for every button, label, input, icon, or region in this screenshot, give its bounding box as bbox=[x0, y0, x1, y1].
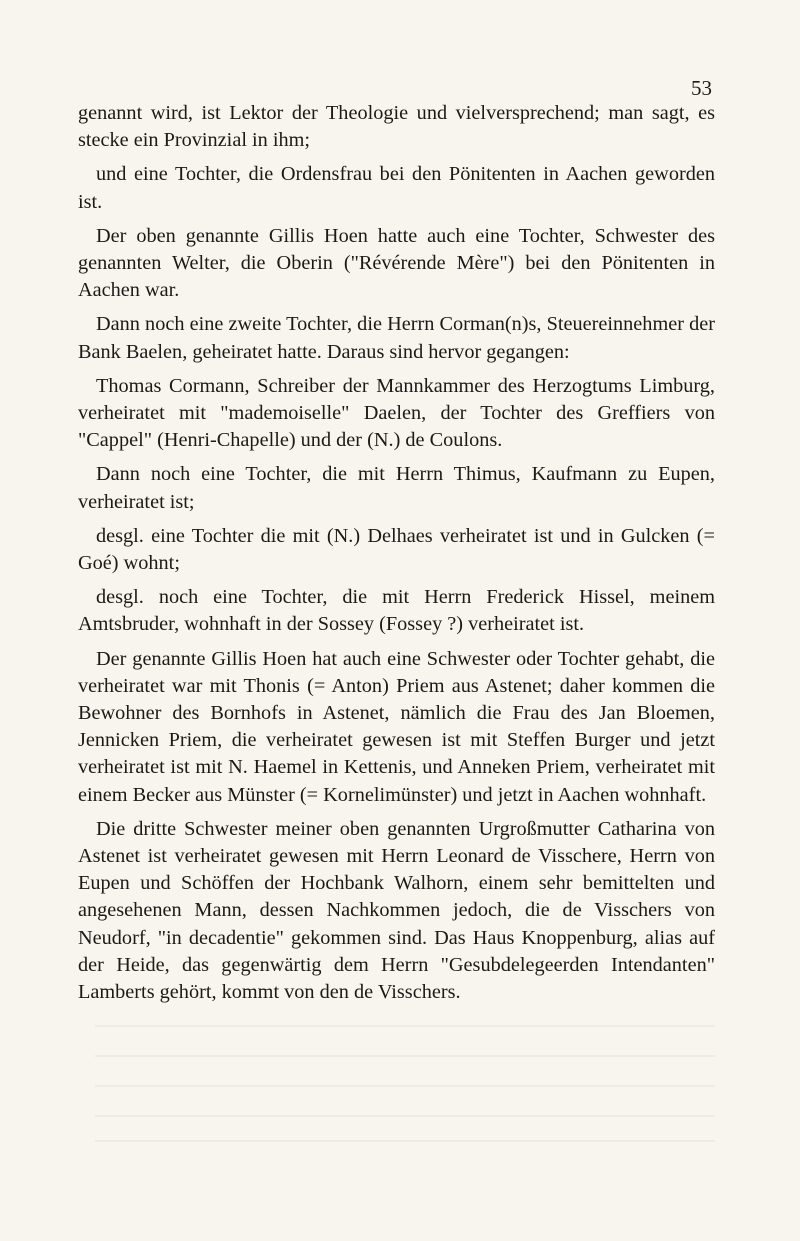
body-text bbox=[78, 100, 715, 1013]
paragraph-3: Der oben genannte Gillis Hoen hatte auch eine Tochter, Schwester des genannten Welter, die Oberin ("Révérende Mère") bei den Pönitenten in Aachen war. bbox=[78, 224, 715, 302]
bleed-through-shadow bbox=[95, 1140, 715, 1142]
paragraph-1: genannt wird, ist Lektor der Theologie und vielversprechend; man sagt, es stecke ein Provinzial in ihm; bbox=[78, 102, 715, 152]
bleed-through-shadow bbox=[95, 1055, 715, 1057]
paragraph-5: Thomas Cormann, Schreiber der Mannkammer des Herzogtums Limburg, verheiratet mit "mademoiselle" Daelen, der Tochter des Greffiers von "Cappel" (Henri-Chapelle) und der (N.) de Coulons. bbox=[78, 374, 715, 452]
page-number: 53 bbox=[691, 76, 712, 100]
paragraph-6: Dann noch eine Tochter, die mit Herrn Thimus, Kaufmann zu Eupen, verheiratet ist; bbox=[78, 463, 715, 513]
bleed-through-shadow bbox=[95, 1085, 715, 1087]
paragraph-8: desgl. noch eine Tochter, die mit Herrn Frederick Hissel, meinem Amtsbruder, wohnhaft in der Sossey (Fossey ?) verheiratet ist. bbox=[78, 586, 715, 636]
paragraph-7: desgl. eine Tochter die mit (N.) Delhaes verheiratet ist und in Gulcken (= Goé) wohnt; bbox=[78, 524, 715, 575]
paragraph-9: Der genannte Gillis Hoen hat auch eine Schwester oder Tochter gehabt, die verheiratet war mit Thonis (= Anton) Priem aus Astenet; daher kommen die Bewohner des Bornhofs in Astenet, nämlich die Frau des Jan Bloemen, Jennicken Priem, die verheiratet gewesen ist mit Steffen Burger und jetzt verheiratet ist mit N. Haemel in Kettenis, und Anneken Priem, verheiratet mit einem Becker aus Münster (= Kornelimünster) und jetzt in Aachen wohnhaft. bbox=[78, 647, 715, 806]
paragraph-10: Die dritte Schwester meiner oben genannten Urgroßmutter Catharina von Astenet ist verheiratet gewesen mit Herrn Leonard de Visschere, Herrn von Eupen und Schöffen der Hochbank Walhorn, einem sehr bemittelten und angesehenen Mann, dessen Nachkommen jedoch, die de Visschers von Neudorf, "in decadentie" gekommen sind. Das Haus Knoppenburg, alias auf der Heide, das gegenwärtig dem Herrn "Gesubdelegeerden Intendanten" Lamberts gehört, kommt von den de Visschers. bbox=[78, 817, 715, 1004]
bleed-through-shadow bbox=[95, 1025, 715, 1027]
paragraph-4: Dann noch eine zweite Tochter, die Herrn Corman(n)s, Steuereinnehmer der Bank Baelen, geheiratet hatte. Daraus sind hervor gegangen: bbox=[78, 313, 715, 363]
paragraph-2: und eine Tochter, die Ordensfrau bei den Pönitenten in Aachen geworden ist. bbox=[78, 163, 715, 213]
bleed-through-shadow bbox=[95, 1115, 715, 1117]
